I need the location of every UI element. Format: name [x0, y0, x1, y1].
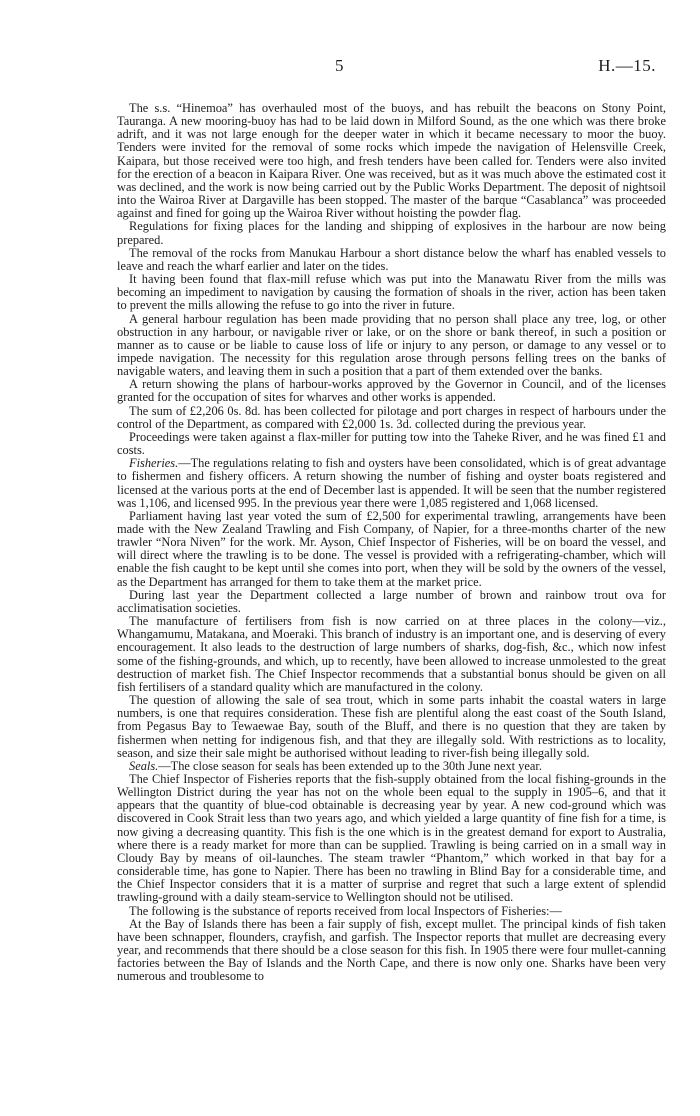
paragraph-text: The question of allowing the sale of sea trout, which in some parts inhabit the coastal waters in large numbers, is one that requires consideration. These fish are plentiful along the east coast of the South Island, from Pegasus Bay to Tewaewae Bay, south of the Bluff, and there is no question that they are taken by fishermen when netting for indigenous fish, and that they are illegally sold. With restrictions as to locality, season, and size their sale might be authorised without leading to river-fish being illegally sold. [117, 693, 666, 760]
body-text [117, 102, 666, 983]
paragraph-text: It having been found that flax-mill refuse which was put into the Manawatu River from the mills was becoming an impediment to navigation by causing the formation of shoals in the river, action has been taken to prevent the mills allowing the refuse to go into the river in future. [117, 272, 666, 313]
paragraph [117, 510, 666, 589]
paragraph [117, 431, 666, 457]
paragraph-text: A general harbour regulation has been made providing that no person shall place any tree, log, or other obstruction in any harbour, or navigable river or lake, or on the shore or bank thereof, in such a position or manner as to cause or be liable to cause loss of life or injury to any person, or damage to any vessel or to impede navigation. The necessity for this regulation arose through persons felling trees on the banks of navigable waters, and leaving them in such a position that a part of them extended over the banks. [117, 311, 666, 379]
paragraph-text: During last year the Department collected a large number of brown and rainbow trout ova for acclimatisation societies. [117, 587, 666, 615]
paragraph-text: The removal of the rocks from Manukau Harbour a short distance below the wharf has enabled vessels to leave and reach the wharf earlier and later on the tides. [117, 245, 666, 273]
paragraph-text: The s.s. “Hinemoa” has overhauled most of the buoys, and has rebuilt the beacons on Stony Point, Tauranga. A new mooring-buoy has had to be laid down in Milford Sound, as the one which was there broke adrift, and it was not large enough for the deeper water in which it became necessary to moor the buoy. Tenders were invited for the removal of some rocks which impede the navigation of Helensville Creek, Kaipara, but those received were too high, and fresh tenders have been called for. Tenders were also invited for the erection of a beacon in Kaipara River. One was received, but as it was much above the estimated cost it was declined, and the work is now being carried out by the Public Works Department. The deposit of nightsoil into the Wairoa River at Dargaville has been stopped. The master of the barque “Casablanca” was proceeded against and fined for going up the Wairoa River without hoisting the powder flag. [117, 101, 666, 221]
section-heading: Fisheries. [129, 456, 179, 471]
paragraph [117, 220, 666, 246]
paragraph [117, 405, 666, 431]
paragraph-text: Regulations for fixing places for the landing and shipping of explosives in the harbour are now being prepared. [117, 219, 666, 247]
paragraph-text: The manufacture of fertilisers from fish is now carried on at three places in the colony—viz., Whangamumu, Matakana, and Moeraki. This branch of industry is an important one, and is deserving of every encouragement. It also leads to the destruction of large numbers of sharks, dog-fish, &c., which now infest some of the fishing-grounds, and which, up to recently, have been allowed to increase unmolested to the great destruction of market fish. The Chief Inspector recommends that a substantial bonus should be given on all fish fertilisers of a standard quality which are manufactured in the colony. [117, 614, 666, 694]
paragraph-text: At the Bay of Islands there has been a fair supply of fish, except mullet. The principal kinds of fish taken have been schnapper, flounders, crayfish, and garfish. The Inspector reports that mullet are decreasing every year, and recommends that there should be a close season for this fish. In 1905 there were four mullet-canning factories between the Bay of Islands and the North Cape, and there is now only one. Sharks have been very numerous and troublesome to [117, 916, 666, 984]
page-number: 5 [335, 56, 344, 75]
paragraph [117, 102, 666, 220]
paragraph [117, 918, 666, 984]
paragraph-text: Proceedings were taken against a flax-miller for putting tow into the Taheke River, and he was fined £1 and costs. [117, 429, 666, 458]
paragraph [117, 273, 666, 312]
paragraph-text: —The close season for seals has been extended up to the 30th June next year. [158, 758, 542, 773]
paragraph [117, 457, 666, 510]
paragraph [117, 589, 666, 615]
paragraph-text: A return showing the plans of harbour-works approved by the Governor in Council, and of the licenses granted for the occupation of sites for wharves and other works is appended. [117, 377, 666, 405]
paragraph [117, 313, 666, 379]
paragraph [117, 378, 666, 404]
paragraph-text: The following is the substance of reports received from local Inspectors of Fisheries:— [129, 903, 562, 918]
paragraph [117, 773, 666, 905]
section-heading: Seals. [129, 758, 159, 773]
document-reference: H.—15. [598, 56, 656, 75]
paragraph [117, 615, 666, 694]
paragraph-text: The sum of £2,206 0s. 8d. has been collected for pilotage and port charges in respect of harbours under the control of the Department, as compared with £2,000 1s. 3d. collected during the previous year. [117, 403, 666, 431]
paragraph [117, 694, 666, 760]
paragraph [117, 247, 666, 273]
paragraph-text: The Chief Inspector of Fisheries reports that the fish-supply obtained from the local fishing-grounds in the Wellington District during the year has not on the whole been equal to the supply in 1905–6, and that it appears that the quantity of blue-cod obtainable is decreasing year by year. A new cod-ground which was discovered in Cook Strait less than two years ago, and which yielded a large quantity of fine fish for a time, is now giving a decreasing quantity. This fish is the one which is in the greatest demand for export to Australia, where there is a ready market for more than can be supplied. Trawling is being carried on in a small way in Cloudy Bay by means of oil-launches. The steam trawler “Phantom,” which worked in that bay for a considerable time, has gone to Napier. There has been no trawling in Blind Bay for a considerable time, and the Chief Inspector considers that it is a matter of surprise and regret that such a large extent of splendid trawling-ground with a daily steam-service to Wellington should not be utilised. [117, 771, 666, 905]
page-header [0, 56, 700, 82]
paragraph-text: Parliament having last year voted the sum of £2,500 for experimental trawling, arrangements have been made with the New Zealand Trawling and Fish Company, of Napier, for a three-months charter of the new trawler “Nora Niven” for the work. Mr. Ayson, Chief Inspector of Fisheries, will be on board the vessel, and will direct where the trawling is to be done. The vessel is provided with a refrigerating-chamber, which will enable the fish caught to be kept until she comes into port, when they will be sold by the owners of the vessel, as the Department has arranged for them to take them at the market price. [117, 508, 666, 589]
paragraph-text: —The regulations relating to fish and oysters have been consolidated, which is of great advantage to fishermen and fishery officers. A return showing the number of fishing and oyster boats registered and licensed at the various ports at the end of December last is appended. It will be seen that the number registered was 1,106, and licensed 995. In the previous year there were 1,085 registered and 1,068 licensed. [117, 456, 666, 510]
